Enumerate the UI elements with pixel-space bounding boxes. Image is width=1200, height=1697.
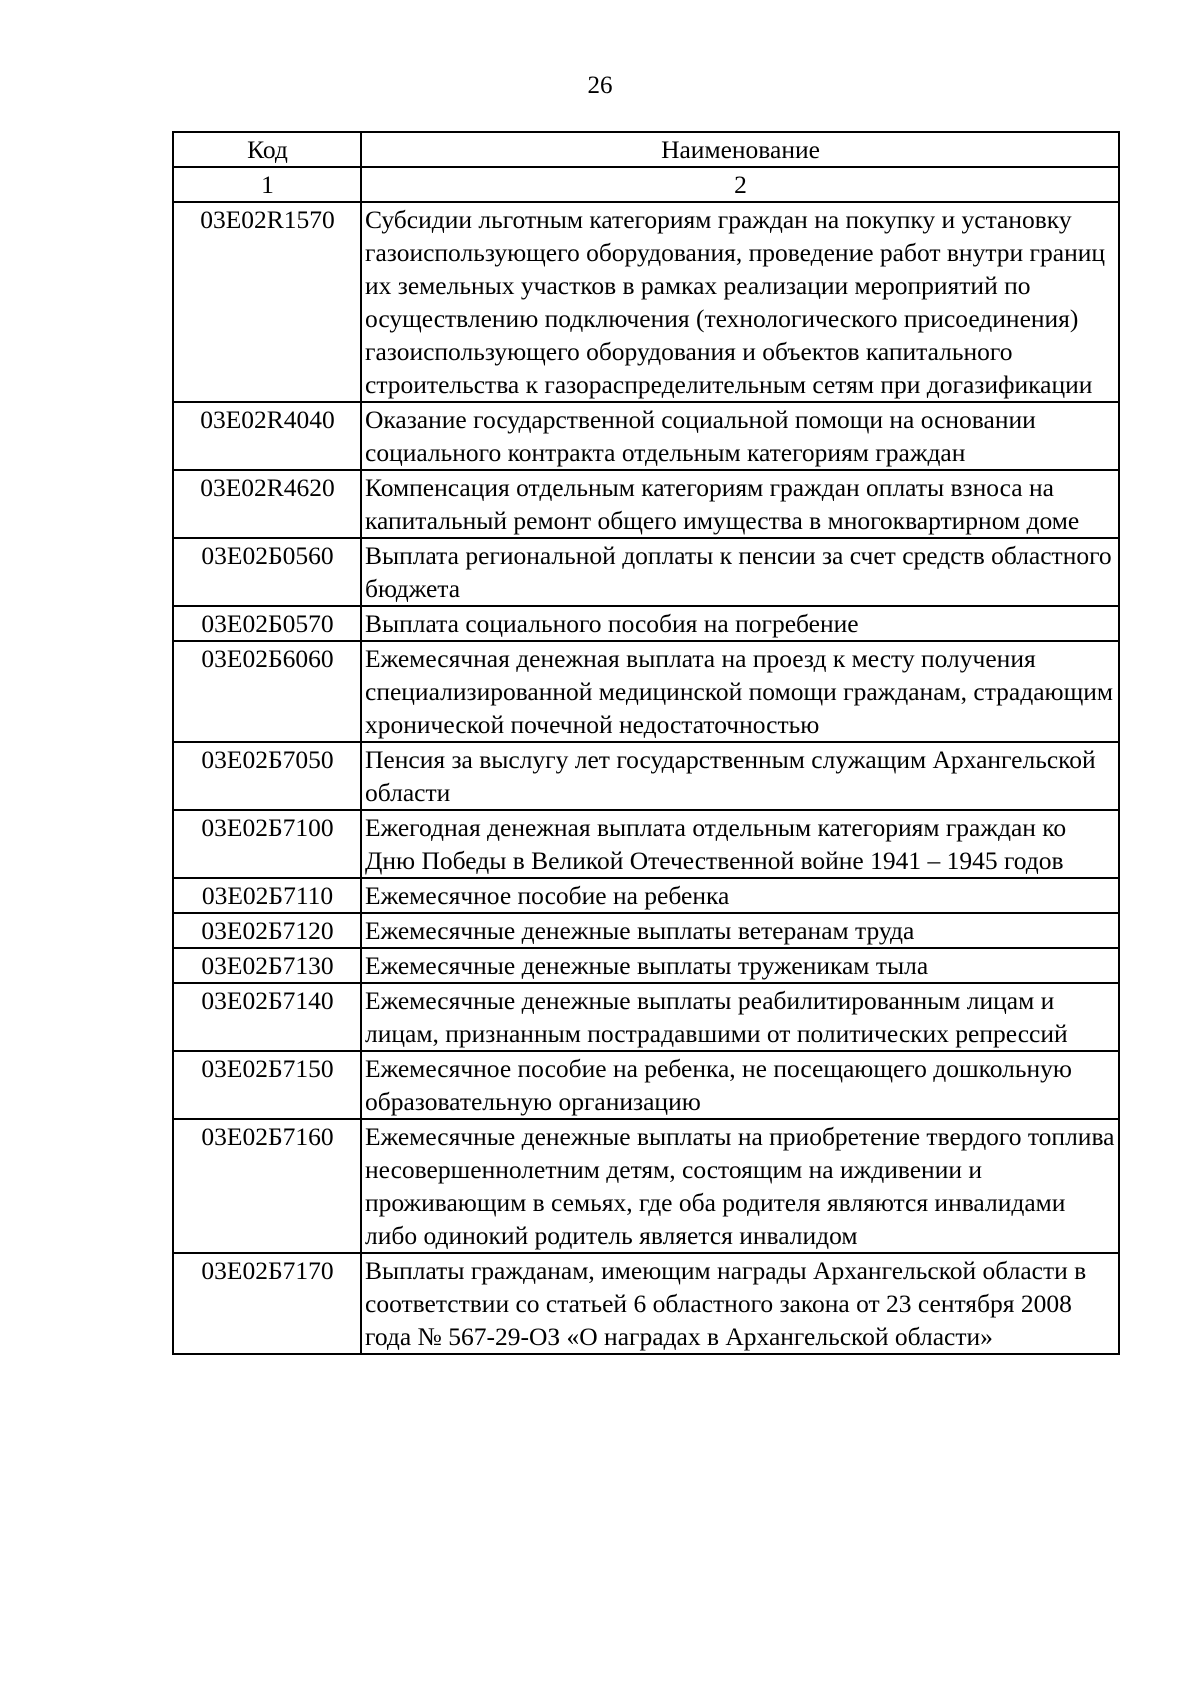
row-code: 03Е02Б0560 xyxy=(173,538,361,606)
table-row xyxy=(173,1051,1119,1119)
row-name: Ежемесячная денежная выплата на проезд к месту получения специализированной медицинской помощи гражданам, страдающим хронической почечной недостаточностью xyxy=(361,641,1119,742)
row-name: Оказание государственной социальной помощи на основании социального контракта отдельным категориям граждан xyxy=(361,402,1119,470)
row-name: Ежемесячное пособие на ребенка xyxy=(361,878,1119,913)
row-name: Ежемесячное пособие на ребенка, не посещающего дошкольную образовательную организацию xyxy=(361,1051,1119,1119)
classification-table xyxy=(172,131,1120,1355)
table-row xyxy=(173,606,1119,641)
row-code: 03Е02Б7110 xyxy=(173,878,361,913)
table-row xyxy=(173,742,1119,810)
row-name: Выплаты гражданам, имеющим награды Архангельской области в соответствии со статьей 6 областного закона от 23 сентября 2008 года № 567-29-ОЗ «О наградах в Архангельской области» xyxy=(361,1253,1119,1354)
table-row xyxy=(173,913,1119,948)
header-row xyxy=(173,132,1119,167)
page-number: 26 xyxy=(587,72,613,99)
table-row xyxy=(173,641,1119,742)
row-code: 03Е02Б7050 xyxy=(173,742,361,810)
table-row xyxy=(173,810,1119,878)
column-number-name: 2 xyxy=(361,167,1119,202)
row-code: 03Е02Б6060 xyxy=(173,641,361,742)
table-row xyxy=(173,878,1119,913)
row-name: Ежемесячные денежные выплаты труженикам тыла xyxy=(361,948,1119,983)
table-row xyxy=(173,1119,1119,1253)
header-code: Код xyxy=(173,132,361,167)
table-row xyxy=(173,983,1119,1051)
row-code: 03Е02Б7120 xyxy=(173,913,361,948)
column-number-row xyxy=(173,167,1119,202)
table-body xyxy=(173,202,1119,1354)
table-row xyxy=(173,538,1119,606)
row-code: 03Е02R1570 xyxy=(173,202,361,402)
header-name: Наименование xyxy=(361,132,1119,167)
row-code: 03Е02Б7160 xyxy=(173,1119,361,1253)
table-row xyxy=(173,1253,1119,1354)
row-code: 03Е02R4620 xyxy=(173,470,361,538)
column-number-code: 1 xyxy=(173,167,361,202)
row-name: Ежемесячные денежные выплаты реабилитированным лицам и лицам, признанным пострадавшими от политических репрессий xyxy=(361,983,1119,1051)
row-code: 03Е02Б7140 xyxy=(173,983,361,1051)
table-header xyxy=(173,132,1119,202)
row-name: Компенсация отдельным категориям граждан оплаты взноса на капитальный ремонт общего имущества в многоквартирном доме xyxy=(361,470,1119,538)
table-row xyxy=(173,402,1119,470)
row-code: 03Е02Б7100 xyxy=(173,810,361,878)
row-code: 03Е02Б7130 xyxy=(173,948,361,983)
row-name: Пенсия за выслугу лет государственным служащим Архангельской области xyxy=(361,742,1119,810)
table-row xyxy=(173,470,1119,538)
row-code: 03Е02Б7170 xyxy=(173,1253,361,1354)
row-name: Ежегодная денежная выплата отдельным категориям граждан ко Дню Победы в Великой Отечественной войне 1941 – 1945 годов xyxy=(361,810,1119,878)
row-name: Субсидии льготным категориям граждан на покупку и установку газоиспользующего оборудования, проведение работ внутри границ их земельных участков в рамках реализации мероприятий по осуществлению подключения (технологического присоединения) газоиспользующего оборудования и объектов капитального строительства к газораспределительным сетям при догазификации xyxy=(361,202,1119,402)
table-row xyxy=(173,202,1119,402)
table-row xyxy=(173,948,1119,983)
row-name: Выплата региональной доплаты к пенсии за счет средств областного бюджета xyxy=(361,538,1119,606)
row-name: Ежемесячные денежные выплаты на приобретение твердого топлива несовершеннолетним детям, состоящим на иждивении и проживающим в семьях, где оба родителя являются инвалидами либо одинокий родитель является инвалидом xyxy=(361,1119,1119,1253)
row-name: Выплата социального пособия на погребение xyxy=(361,606,1119,641)
row-name: Ежемесячные денежные выплаты ветеранам труда xyxy=(361,913,1119,948)
row-code: 03Е02Б0570 xyxy=(173,606,361,641)
row-code: 03Е02Б7150 xyxy=(173,1051,361,1119)
row-code: 03Е02R4040 xyxy=(173,402,361,470)
